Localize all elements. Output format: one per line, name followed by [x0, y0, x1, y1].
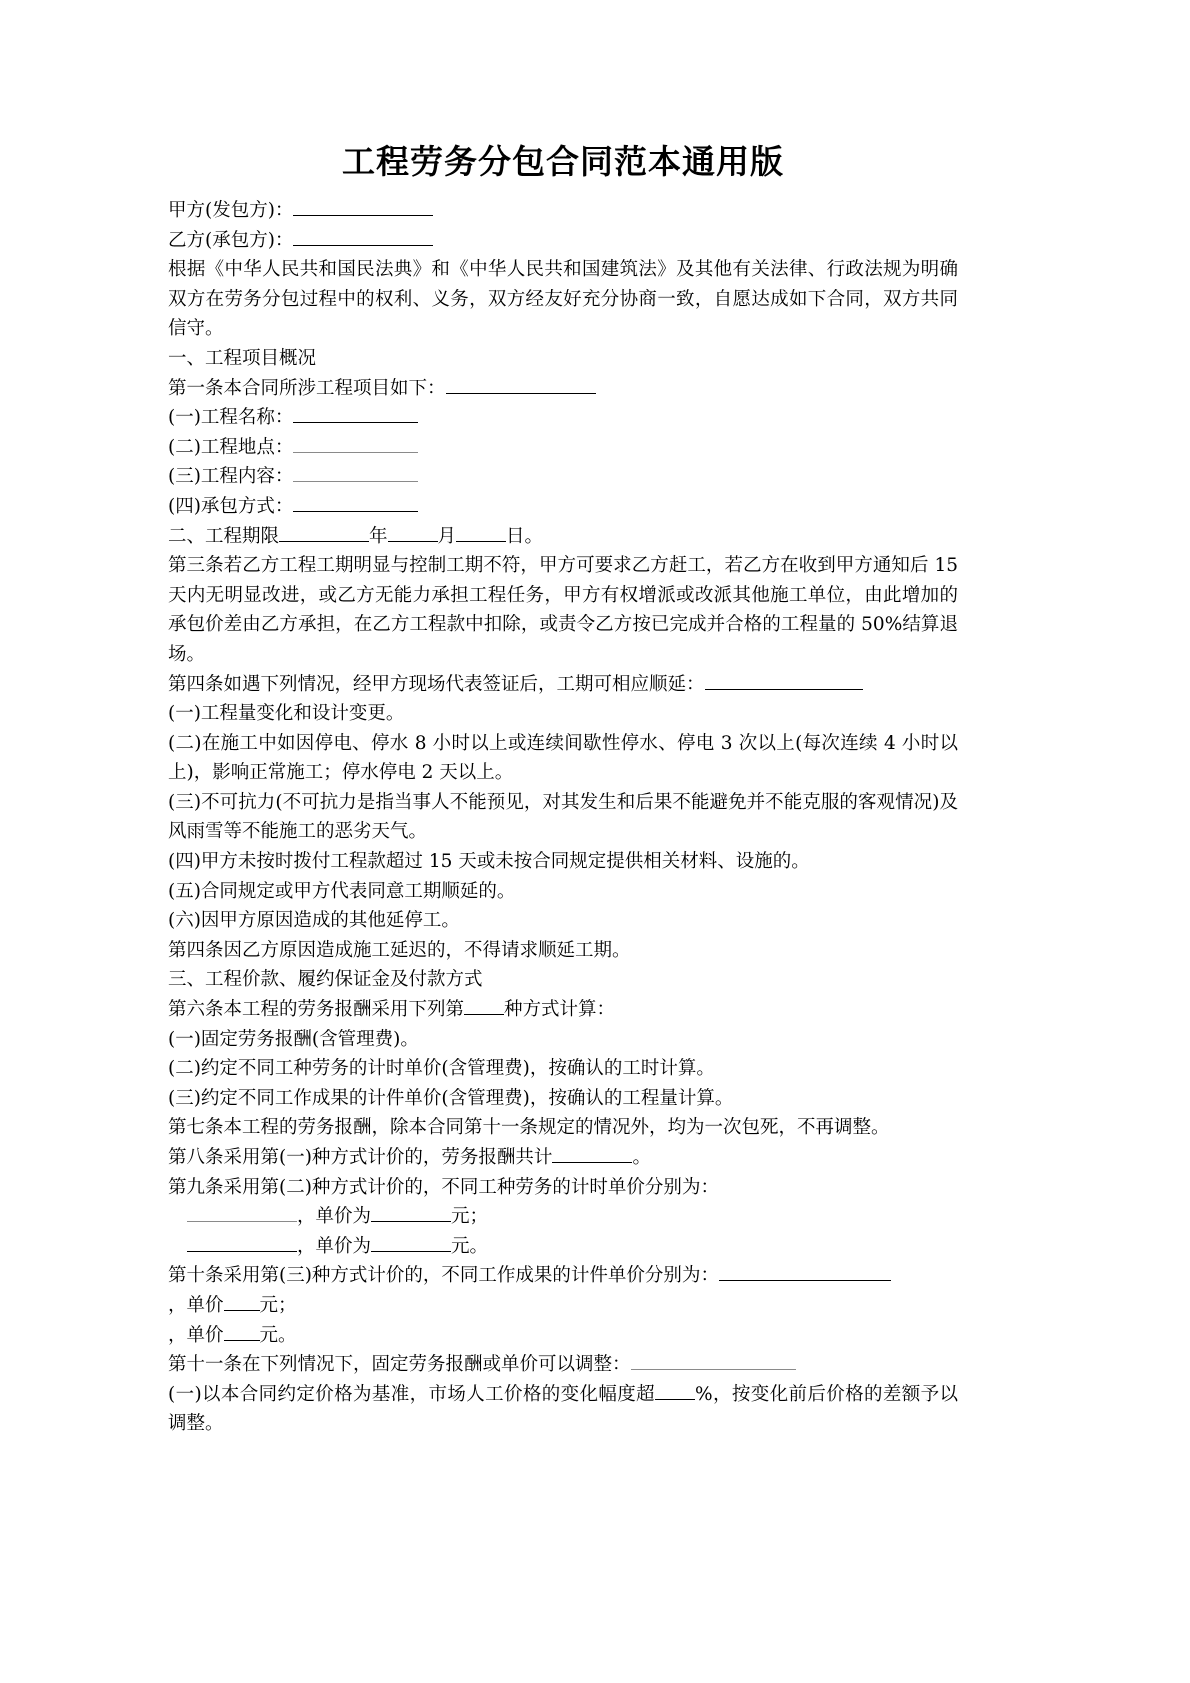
article-4-item-5: (五)合同规定或甲方代表同意工期顺延的。 [168, 880, 516, 902]
article-11-item-1 [168, 1380, 958, 1439]
article-6-item-1: (一)固定劳务报酬(含管理费)。 [168, 1028, 419, 1050]
duration-day-unit: 日。 [506, 525, 544, 547]
section-2-label: 二、工程期限 [168, 525, 280, 547]
article-9-rate-row-1 [168, 1202, 958, 1232]
article-10-price-blank-1[interactable] [224, 1292, 260, 1311]
section-1-heading: 一、工程项目概况 [168, 347, 317, 369]
article-4-item-3: (三)不可抗力(不可抗力是指当事人不能预见，对其发生和后果不能避免并不能克服的客观情况)及风雨雪等不能施工的恶劣天气。 [168, 791, 958, 843]
article-4-label: 第四条如遇下列情况，经甲方现场代表签证后，工期可相应顺延： [168, 673, 705, 695]
article-9-unit-2: 元。 [451, 1235, 489, 1257]
article-10-label: 第十条采用第(三)种方式计价的，不同工作成果的计件单价分别为： [168, 1265, 719, 1287]
article-9-price-label-2: ，单价为 [297, 1235, 372, 1257]
article-9-unit-1: 元； [451, 1206, 489, 1228]
section-3-heading: 三、工程价款、履约保证金及付款方式 [168, 969, 483, 991]
project-content-line [168, 462, 958, 492]
project-name-blank[interactable] [293, 405, 418, 424]
party-a-line [168, 196, 958, 226]
article-10-line [168, 1261, 958, 1291]
duration-year-unit: 年 [369, 525, 388, 547]
article-8-label-end: 。 [632, 1147, 651, 1168]
project-name-line [168, 403, 958, 433]
article-1-label: 第一条本合同所涉工程项目如下： [168, 377, 446, 399]
article-9-paragraph: 第九条采用第(二)种方式计价的，不同工种劳务的计时单价分别为： [168, 1176, 719, 1198]
project-location-label: (二)工程地点： [168, 436, 294, 458]
contract-mode-label: (四)承包方式： [168, 495, 294, 517]
article-11-item-1-start: (一)以本合同约定价格为基准，市场人工价格的变化幅度超 [168, 1383, 656, 1405]
duration-month-unit: 月 [437, 525, 457, 547]
preamble-paragraph: 根据《中华人民共和国民法典》和《中华人民共和国建筑法》及其他有关法律、行政法规为明确双方在劳务分包过程中的权利、义务，双方经友好充分协商一致，自愿达成如下合同，双方共同信守。 [168, 259, 958, 340]
article-9-trade-blank-1[interactable] [187, 1204, 297, 1223]
article-11-label: 第十一条在下列情况下，固定劳务报酬或单价可以调整： [168, 1354, 631, 1376]
article-11-percent-blank[interactable] [655, 1381, 695, 1400]
article-8-line [168, 1143, 958, 1173]
article-6-item-3: (三)约定不同工作成果的计件单价(含管理费)，按确认的工程量计算。 [168, 1087, 734, 1109]
duration-month-blank[interactable] [388, 523, 438, 542]
contract-mode-blank[interactable] [293, 493, 418, 512]
article-9-price-blank-2[interactable] [371, 1233, 451, 1252]
article-10-rate-row-2 [168, 1321, 958, 1351]
article-6-label-start: 第六条本工程的劳务报酬采用下列第 [168, 999, 465, 1021]
article-6-item-2: (二)约定不同工种劳务的计时单价(含管理费)，按确认的工时计算。 [168, 1058, 715, 1080]
section-2-heading [168, 522, 958, 552]
article-6-label-end: 种方式计算： [504, 999, 616, 1021]
party-b-blank[interactable] [293, 227, 433, 246]
article-8-blank[interactable] [552, 1144, 632, 1163]
article-1-blank[interactable] [446, 375, 596, 394]
article-10-blank[interactable] [719, 1263, 891, 1282]
party-a-label: 甲方(发包方)： [168, 200, 294, 221]
article-4-blank[interactable] [705, 671, 863, 690]
project-content-blank[interactable] [293, 464, 418, 483]
article-9-rate-row-2 [168, 1232, 958, 1262]
party-b-line [168, 226, 958, 256]
article-4-item-1: (一)工程量变化和设计变更。 [168, 703, 405, 725]
article-6-line [168, 995, 958, 1025]
duration-day-blank[interactable] [456, 523, 506, 542]
project-location-blank[interactable] [293, 434, 418, 453]
article-10-unit-1: 元； [259, 1294, 297, 1316]
article-8-label-start: 第八条采用第(一)种方式计价的，劳务报酬共计 [168, 1147, 553, 1168]
article-6-blank[interactable] [464, 996, 504, 1015]
article-10-price-blank-2[interactable] [224, 1322, 260, 1341]
article-4-item-4: (四)甲方未按时拨付工程款超过 15 天或未按合同规定提供相关材料、设施的。 [168, 851, 810, 873]
article-4-item-2: (二)在施工中如因停电、停水 8 小时以上或连续间歇性停水、停电 3 次以上(每次连续 4 小时以上)，影响正常施工；停水停电 2 天以上。 [168, 732, 958, 784]
article-11-item-1-end: %，按变化前后价格的差额予以调整。 [168, 1383, 958, 1435]
article-4-item-6: (六)因甲方原因造成的其他延停工。 [168, 910, 460, 932]
party-a-blank[interactable] [293, 197, 433, 216]
article-11-blank[interactable] [631, 1352, 796, 1371]
article-9-price-blank-1[interactable] [371, 1204, 451, 1223]
article-4b-paragraph: 第四条因乙方原因造成施工延迟的，不得请求顺延工期。 [168, 939, 631, 961]
project-name-label: (一)工程名称： [168, 407, 294, 429]
project-location-line [168, 433, 958, 463]
article-10-rate-row-1 [168, 1291, 958, 1321]
article-4-line [168, 670, 958, 700]
article-10-unit-2: 元。 [259, 1324, 297, 1346]
duration-year-blank[interactable] [279, 523, 369, 542]
party-b-label: 乙方(承包方)： [168, 229, 294, 251]
article-1-line [168, 374, 958, 404]
article-7-paragraph: 第七条本工程的劳务报酬，除本合同第十一条规定的情况外，均为一次包死，不再调整。 [168, 1117, 890, 1139]
article-10-price-label-1: ，单价 [168, 1294, 224, 1316]
article-11-line [168, 1350, 958, 1380]
project-content-label: (三)工程内容： [168, 466, 294, 488]
article-3-paragraph: 第三条若乙方工程工期明显与控制工期不符，甲方可要求乙方赶工，若乙方在收到甲方通知后 15 天内无明显改进，或乙方无能力承担工程任务，甲方有权增派或改派其他施工单位，由此增加的承包价差由乙方承担，在乙方工程款中扣除，或责令乙方按已完成并合格的工程量的 50%结算退场。 [168, 555, 964, 665]
article-10-price-label-2: ，单价 [168, 1324, 224, 1346]
page-title: 工程劳务分包合同范本通用版 [342, 142, 784, 181]
document-content [168, 140, 964, 1439]
contract-mode-line [168, 492, 958, 522]
article-9-trade-blank-2[interactable] [187, 1233, 297, 1252]
article-9-price-label-1: ，单价为 [297, 1206, 372, 1228]
